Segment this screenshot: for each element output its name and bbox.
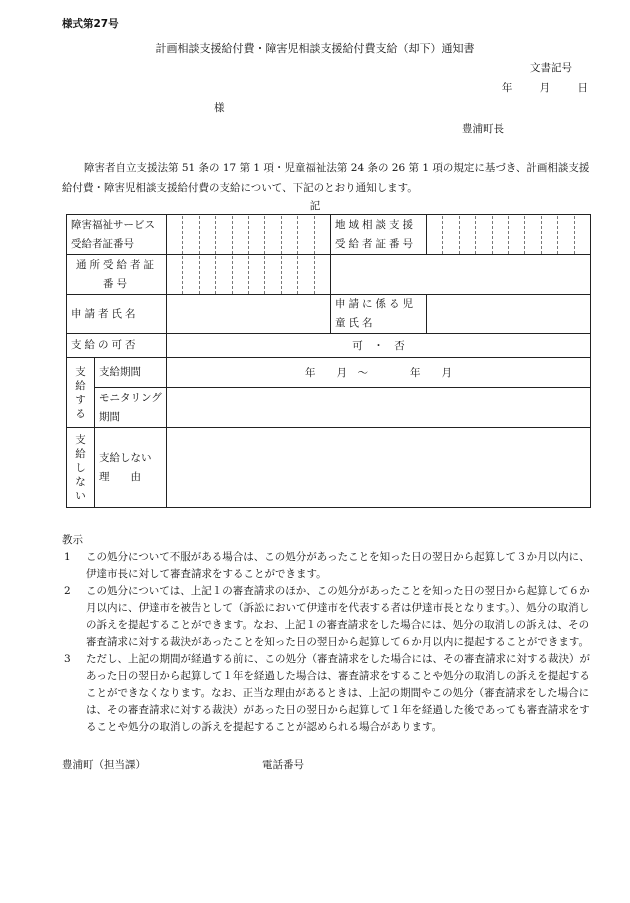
- vertical-char: 支: [75, 365, 86, 378]
- clinic-number-blank: [331, 255, 591, 295]
- instruction-text: この処分について不服がある場合は、この処分があったことを知った日の翌日から起算して３か月以内に、伊達市長に対して審査請求をすることができます。: [86, 551, 590, 580]
- row-certificate-numbers: [67, 215, 591, 255]
- instructions: [62, 532, 592, 736]
- row-monitoring: [67, 388, 591, 428]
- date-day: 日: [577, 82, 588, 94]
- monitoring-label: モニタリング期間: [95, 388, 167, 428]
- department-label: 豊浦町（担当課）: [62, 759, 146, 771]
- instruction-item: [62, 549, 592, 583]
- welfare-service-number-label: 障害福祉サービス受給者証番号: [67, 215, 167, 255]
- date-line: [502, 80, 588, 95]
- applicant-name-field[interactable]: [167, 295, 331, 334]
- phone-label: 電話番号: [262, 759, 304, 771]
- provide-group-label: [67, 358, 95, 428]
- monitoring-field[interactable]: [167, 388, 591, 428]
- row-reason: [67, 428, 591, 508]
- row-period: [67, 358, 591, 388]
- document-number-label: 文書記号: [530, 62, 572, 74]
- approval-label: 支給の可否: [67, 334, 167, 358]
- issuer-name: 豊浦町長: [462, 123, 504, 135]
- document-title: 計画相談支援給付費・障害児相談支援給付費支給（却下）通知書: [155, 42, 475, 55]
- reason-label-line2: 理 由: [99, 470, 141, 483]
- date-year: 年: [501, 82, 513, 94]
- reason-label: [95, 428, 167, 508]
- date-month: 月: [539, 82, 551, 94]
- reason-label-line1: 支給しない: [99, 451, 152, 464]
- digit-boxes: [167, 256, 330, 294]
- vertical-char: 給: [75, 379, 86, 392]
- applicant-name-label: 申請者氏名: [67, 295, 167, 334]
- instruction-number: 2: [64, 585, 71, 597]
- child-name-field[interactable]: [427, 295, 591, 334]
- regional-support-number-field[interactable]: [427, 215, 591, 255]
- instruction-text: ただし、上記の期間が経過する前に、この処分（審査請求をした場合には、その審査請求に対する裁決）があった日の翌日から起算して１年を経過した場合は、審査請求をすることや処分の取消しの訴えを提起することができなくなります。なお、正当な理由があるときは、上記の期間やこの処分（審査請求をした場合には、その審査請求に対する裁決）があった日の翌日から起算して１年を経過した後であっても審査請求をすることや処分の取消しの訴えを提起することが認められる場合があります。: [86, 653, 590, 733]
- vertical-char: い: [75, 489, 86, 502]
- notice-body: 障害者自立支援法第 51 条の 17 第 1 項・児童福祉法第 24 条の 26 第 1 項の規定に基づき、計画相談支援給付費・障害児相談支援給付費の支給について、下記のとおり通知します。: [62, 162, 590, 194]
- clinic-number-field[interactable]: [167, 255, 331, 295]
- row-approval: [67, 334, 591, 358]
- vertical-char: な: [75, 475, 86, 488]
- row-clinic-number: [67, 255, 591, 295]
- vertical-char: 給: [75, 447, 86, 460]
- instruction-text: この処分については、上記１の審査請求のほか、この処分があったことを知った日の翌日から起算して６か月以内に、伊達市を被告として（訴訟において伊達市を代表する者は伊達市長となります。）、処分の取消しの訴えを提起することができます。なお、上記１の審査請求をした場合には、処分の取消しの訴えは、その審査請求に対する裁決があったことを知った日の翌日から起算して６か月以内に提起することができます。: [86, 585, 590, 648]
- approval-value[interactable]: 可 ・ 否: [167, 334, 591, 358]
- notice-table: [66, 214, 591, 508]
- regional-support-number-label: 地域相談支援受給者証番号: [331, 215, 427, 255]
- not-provide-group-label: [67, 428, 95, 508]
- ki-heading: 記: [309, 200, 321, 212]
- vertical-char: る: [75, 407, 86, 420]
- instruction-item: [62, 651, 592, 736]
- instructions-heading: 教示: [62, 534, 83, 546]
- child-name-label: 申請に係る児童氏名: [331, 295, 427, 334]
- instruction-item: [62, 583, 592, 651]
- welfare-service-number-field[interactable]: [167, 215, 331, 255]
- form-number: 様式第27号: [62, 18, 119, 30]
- vertical-char: 支: [75, 433, 86, 446]
- row-names: [67, 295, 591, 334]
- period-value[interactable]: 年 月 ～ 年 月: [167, 358, 591, 388]
- instruction-number: 1: [64, 551, 71, 563]
- reason-field[interactable]: [167, 428, 591, 508]
- digit-boxes: [427, 216, 590, 254]
- vertical-char: し: [75, 461, 86, 474]
- period-label: 支給期間: [95, 358, 167, 388]
- vertical-char: す: [75, 393, 86, 406]
- clinic-number-label: 通所受給者証番号: [67, 255, 167, 295]
- addressee-suffix: 様: [214, 102, 225, 114]
- instruction-number: 3: [64, 653, 71, 665]
- digit-boxes: [167, 216, 330, 254]
